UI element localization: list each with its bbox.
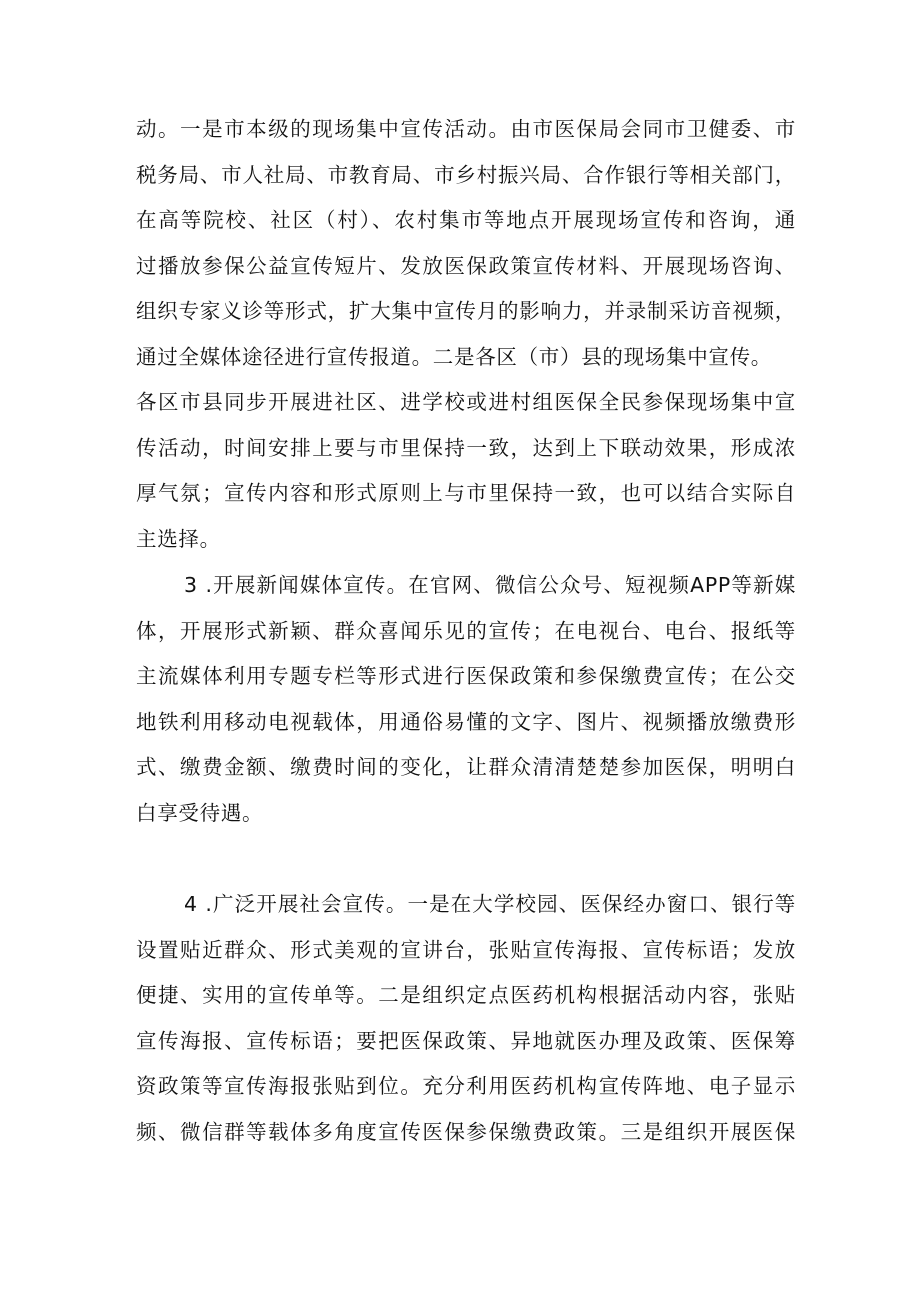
text-line: 传活动，时间安排上要与市里保持一致，达到上下联动效果，形成浓 <box>136 435 796 460</box>
text-line: 厚气氛；宣传内容和形式原则上与市里保持一致，也可以结合实际自 <box>136 481 796 505</box>
text-line: 设置贴近群众、形式美观的宣讲台，张贴宣传海报、宣传标语；发放 <box>136 937 796 962</box>
text-line: 组织专家义诊等形式，扩大集中宣传月的影响力，并录制采访音视频， <box>136 299 796 323</box>
text-line: 体，开展形式新颖、群众喜闻乐见的宣传；在电视台、电台、报纸等 <box>136 618 796 643</box>
text-line: 4 .广泛开展社会宣传。一是在大学校园、医保经办窗口、银行等 <box>184 892 796 916</box>
text-line: 资政策等宣传海报张贴到位。充分利用医药机构宣传阵地、电子显示 <box>136 1074 796 1098</box>
text-line: 便捷、实用的宣传单等。二是组织定点医药机构根据活动内容，张贴 <box>136 983 796 1007</box>
text-line: 地铁利用移动电视载体，用通俗易懂的文字、图片、视频播放缴费形 <box>136 709 796 734</box>
text-line: 各区市县同步开展进社区、进学校或进村组医保全民参保现场集中宣 <box>136 390 796 414</box>
text-line: 宣传海报、宣传标语；要把医保政策、异地就医办理及政策、医保筹 <box>136 1028 796 1053</box>
text-line: 动。一是市本级的现场集中宣传活动。由市医保局会同市卫健委、市 <box>136 117 796 141</box>
text-line: 白享受待遇。 <box>136 800 264 825</box>
text-line: 3 .开展新闻媒体宣传。在官网、微信公众号、短视频APP等新媒 <box>184 573 796 597</box>
paragraph-news-media <box>136 563 796 836</box>
text-line: 主流媒体利用专题专栏等形式进行医保政策和参保缴费宣传；在公交 <box>136 664 796 688</box>
text-line: 税务局、市人社局、市教育局、市乡村振兴局、合作银行等相关部门， <box>136 162 796 187</box>
text-line: 频、微信群等载体多角度宣传医保参保缴费政策。三是组织开展医保 <box>136 1119 796 1144</box>
text-line: 通过全媒体途径进行宣传报道。二是各区（市）县的现场集中宣传。 <box>136 344 772 369</box>
text-line: 式、缴费金额、缴费时间的变化，让群众清清楚楚参加医保，明明白 <box>136 755 796 779</box>
text-line: 过播放参保公益宣传短片、发放医保政策宣传材料、开展现场咨询、 <box>136 253 796 278</box>
paragraph-activity-continuation <box>136 107 796 562</box>
text-line: 在高等院校、社区（村）、农村集市等地点开展现场宣传和咨询，通 <box>136 208 796 232</box>
paragraph-social-publicity <box>136 882 796 1155</box>
text-line: 主选择。 <box>136 526 221 551</box>
